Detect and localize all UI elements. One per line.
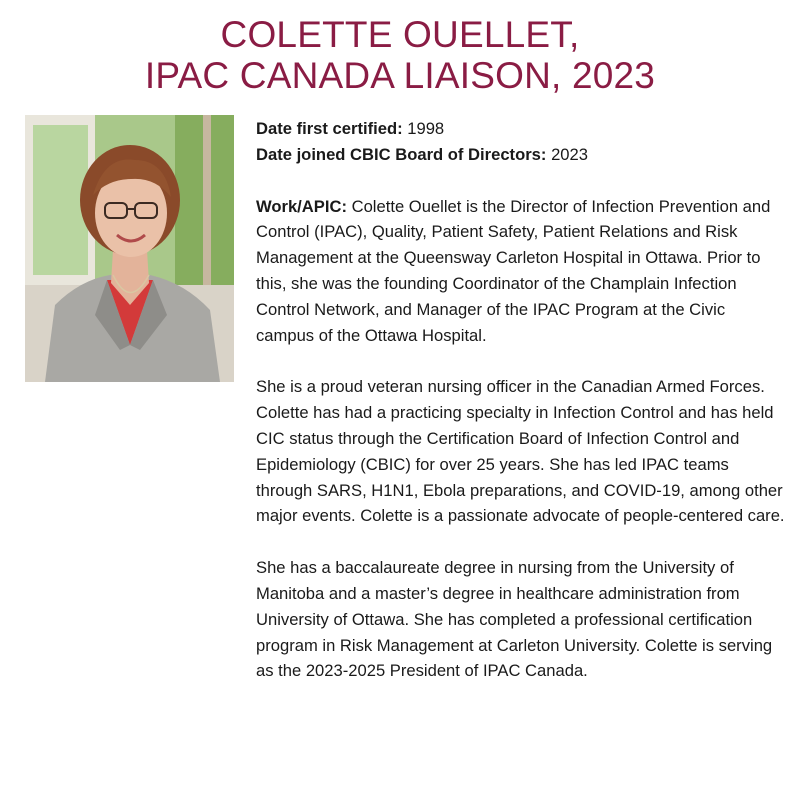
veteran-paragraph: She is a proud veteran nursing officer in the Canadian Armed Forces. Colette has had a practicing specialty in Infection Control and has held CIC status through the Certification Board of Infection Control and Epidemiology (CBIC) for over 25 years. She has led IPAC teams through SARS, H1N1, Ebola preparations, and COVID-19, among other major events. Colette is a passionate advocate of people-centered care.: [256, 377, 785, 526]
certified-value: 1998: [407, 119, 445, 138]
page-title: [0, 14, 800, 96]
title-line-name: COLETTE OUELLET,: [220, 14, 580, 55]
spacer: [256, 348, 786, 374]
spacer: [256, 529, 786, 555]
portrait-photo: [25, 115, 234, 382]
work-label: Work/APIC:: [256, 196, 347, 216]
board-label: Date joined CBIC Board of Directors:: [256, 144, 547, 164]
spacer: [256, 168, 786, 194]
title-line-role: IPAC CANADA LIAISON, 2023: [144, 55, 656, 96]
education-paragraph: She has a baccalaureate degree in nursing from the University of Manitoba and a master’s degree in healthcare administration from University of Ottawa. She has completed a professional certification program in Risk Management at Carleton University. Colette is serving as the 2023-2025 President of IPAC Canada.: [256, 558, 773, 681]
bio-content: [256, 116, 786, 684]
certified-label: Date first certified:: [256, 119, 403, 138]
work-text: Colette Ouellet is the Director of Infection Prevention and Control (IPAC), Quality, Patient Safety, Patient Relations and Risk Management at the Queensway Carleton Hospital in Ottawa. Prior to this, she was the founding Coordinator of the Champlain Infection Control Network, and Manager of the IPAC Program at the Civic campus of the Ottawa Hospital.: [256, 196, 771, 345]
board-value: 2023: [551, 144, 588, 164]
board-fact: [256, 142, 786, 168]
work-paragraph: [256, 194, 786, 349]
certified-fact: [256, 116, 786, 142]
portrait-illustration: [25, 115, 234, 382]
